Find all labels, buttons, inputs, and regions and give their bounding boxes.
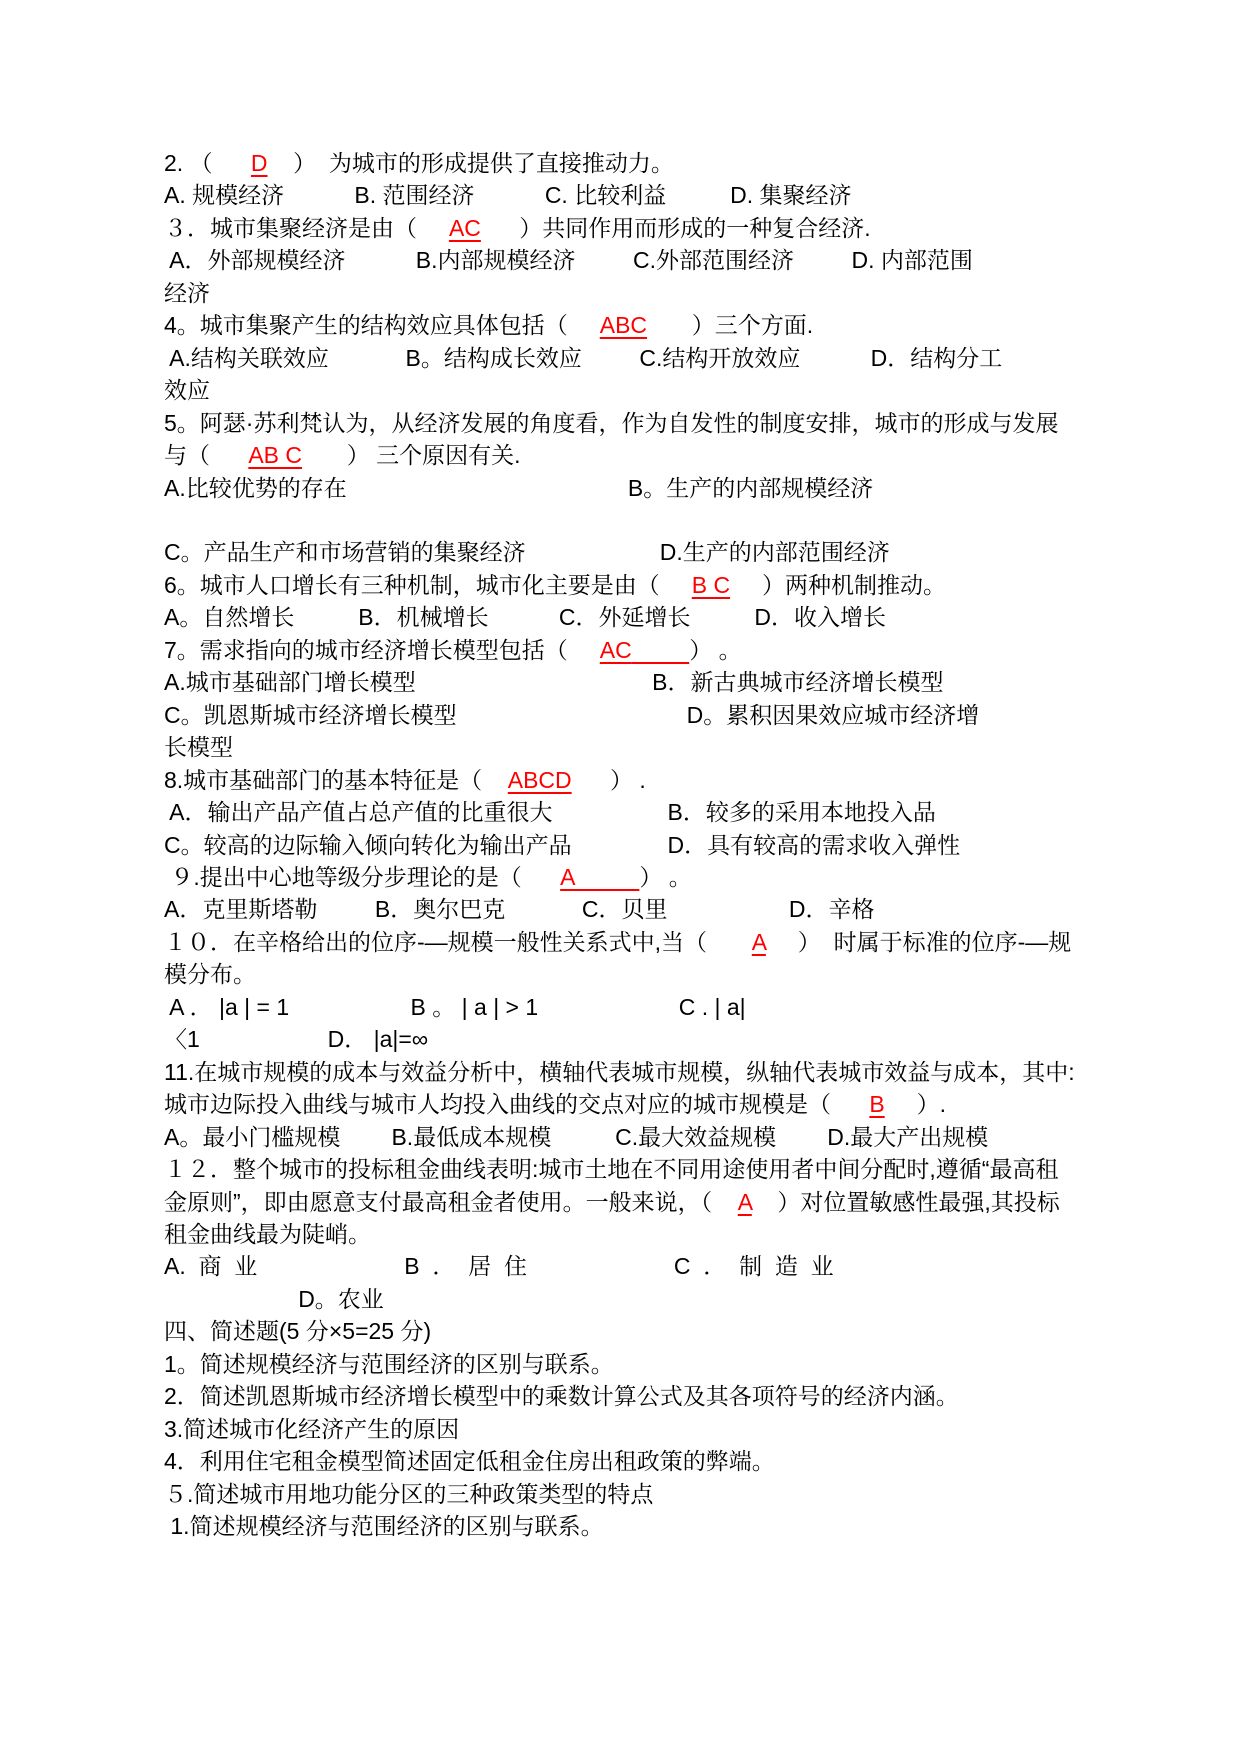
question-text: 6。城市人口增长有三种机制，城市化主要是由（ <box>164 571 692 598</box>
answer-underline <box>632 637 690 663</box>
s4-item-3 <box>164 1413 1114 1445</box>
s4-item-2 <box>164 1380 1114 1412</box>
answer-text: B C <box>691 571 731 598</box>
question-text: 2. （ <box>164 150 251 176</box>
question-text: 模分布。 <box>164 961 256 988</box>
q5-stem <box>164 407 1114 439</box>
question-text: ）两种机制推动。 <box>730 571 947 598</box>
q5-stem-cont <box>164 439 1114 471</box>
q3-stem <box>164 212 1114 244</box>
question-text: C。较高的边际输入倾向转化为输出产品 D．具有较高的需求收入弹性 <box>164 831 961 858</box>
question-text: ） 。 <box>689 636 742 663</box>
q11-stem-cont <box>164 1088 1114 1120</box>
answer-text: D <box>250 150 268 176</box>
q8-options-ab <box>164 796 1114 828</box>
q7-stem <box>164 634 1114 666</box>
q8-options-cd <box>164 829 1114 861</box>
question-text: 城市边际投入曲线与城市人均投入曲线的交点对应的城市规模是（ <box>164 1091 870 1118</box>
question-text: 1。简述规模经济与范围经济的区别与联系。 <box>164 1350 614 1377</box>
q2-stem <box>164 147 1114 179</box>
question-text: 四、简述题(5 分×5=25 分) <box>164 1318 432 1345</box>
question-text: A。最小门槛规模 B.最低成本规模 C.最大效益规模 D.最大产出规模 <box>164 1123 989 1150</box>
q7-options-cont <box>164 731 1114 763</box>
question-text: ） 。 <box>639 863 692 890</box>
question-text: ） 三个原因有关. <box>302 442 521 469</box>
s4-item-1 <box>164 1348 1114 1380</box>
s4-item-5 <box>164 1478 1114 1510</box>
q9-options <box>164 893 1114 925</box>
question-text: ）三个方面. <box>647 312 814 339</box>
question-text: 1.简述规模经济与范围经济的区别与联系。 <box>164 1513 604 1540</box>
question-text: 效应 <box>164 377 210 404</box>
question-text: C。凯恩斯城市经济增长模型 D。累积因果效应城市经济增 <box>164 701 980 728</box>
question-text: 11.在城市规模的成本与效益分析中，横轴代表城市规模，纵轴代表城市效益与成本，其中: <box>164 1058 1075 1085</box>
answer-text: A <box>737 1188 752 1215</box>
question-text: ９.提出中心地等级分步理论的是（ <box>164 863 561 890</box>
q5-options-cd <box>164 536 1114 568</box>
question-text: １０．在辛格给出的位序-—规模一般性关系式中,当（ <box>164 928 752 955</box>
question-text: A.城市基础部门增长模型 B．新古典城市经济增长模型 <box>164 669 944 696</box>
question-text: 4。城市集聚产生的结构效应具体包括（ <box>164 312 600 339</box>
question-text: D。农业 <box>164 1285 384 1312</box>
q7-options-ab <box>164 666 1114 698</box>
answer-text: AC <box>448 214 481 241</box>
question-text: ） 时属于标准的位序-—规 <box>765 928 1072 955</box>
q7-options-cd <box>164 699 1114 731</box>
question-text: A．克里斯塔勒 B．奥尔巴克 C．贝里 D．辛格 <box>164 896 875 923</box>
question-text: A.结构关联效应 B。结构成长效应 C.结构开放效应 D．结构分工 <box>164 344 1003 371</box>
s4-item-1-repeat <box>164 1510 1114 1542</box>
q12-stem-cont <box>164 1186 1114 1218</box>
blank-line <box>164 504 1114 536</box>
q4-options-cont <box>164 374 1114 406</box>
exam-text-body <box>164 147 1114 1542</box>
question-text: A ． |a | = 1 B 。 | a | > 1 C . | a| <box>164 993 746 1020</box>
question-text: 8.城市基础部门的基本特征是（ <box>164 766 508 793</box>
question-text: 7。需求指向的城市经济增长模型包括（ <box>164 636 600 663</box>
question-text: 3.简述城市化经济产生的原因 <box>164 1415 460 1442</box>
question-text: ）共同作用而形成的一种复合经济. <box>480 214 871 241</box>
q10-stem-cont <box>164 958 1114 990</box>
question-text: 与（ <box>164 442 249 469</box>
question-text: A．外部规模经济 B.内部规模经济 C.外部范围经济 D. 内部范围 <box>164 247 973 274</box>
question-text: 租金曲线最为陡峭。 <box>164 1220 371 1247</box>
answer-text: ABCD <box>507 766 572 793</box>
question-text: A. 规模经济 B. 范围经济 C. 比较利益 D. 集聚经济 <box>164 182 852 209</box>
question-text: 长模型 <box>164 734 233 761</box>
question-text: ）对位置敏感性最强,其投标 <box>751 1188 1060 1215</box>
q11-stem <box>164 1056 1114 1088</box>
answer-text: AC <box>599 636 632 663</box>
question-text: 〈1 D． |a|=∞ <box>164 1026 429 1053</box>
q10-stem <box>164 926 1114 958</box>
question-text: ５.简述城市用地功能分区的三种政策类型的特点 <box>164 1480 654 1507</box>
q2-options <box>164 179 1114 211</box>
question-text: A。自然增长 B．机械增长 C．外延增长 D．收入增长 <box>164 604 886 631</box>
question-text: ）. <box>884 1091 947 1118</box>
q12-stem-cont2 <box>164 1218 1114 1250</box>
q12-options-abc <box>164 1250 1114 1282</box>
question-text: A.比较优势的存在 B。生产的内部规模经济 <box>164 474 874 501</box>
q12-stem <box>164 1153 1114 1185</box>
s4-item-4 <box>164 1445 1114 1477</box>
question-text: A．输出产品产值占总产值的比重很大 B．较多的采用本地投入品 <box>164 799 936 826</box>
q4-stem <box>164 309 1114 341</box>
answer-text: A <box>751 928 766 955</box>
q3-options-cont <box>164 277 1114 309</box>
answer-text: A <box>560 863 576 890</box>
answer-text: B <box>869 1091 885 1118</box>
q12-option-d <box>164 1283 1114 1315</box>
answer-text: AB C <box>248 442 303 469</box>
q11-options <box>164 1121 1114 1153</box>
question-text: 2．简述凯恩斯城市经济增长模型中的乘数计算公式及其各项符号的经济内涵。 <box>164 1383 959 1410</box>
answer-text: ABC <box>599 312 648 339</box>
question-text: ３．城市集聚经济是由（ <box>164 214 449 241</box>
q6-options <box>164 601 1114 633</box>
q5-options-ab <box>164 472 1114 504</box>
question-text: 经济 <box>164 279 210 306</box>
question-text: 4．利用住宅租金模型简述固定低租金住房出租政策的弊端。 <box>164 1448 775 1475</box>
question-text: C。产品生产和市场营销的集聚经济 D.生产的内部范围经济 <box>164 539 890 566</box>
section-4-header <box>164 1315 1114 1347</box>
q6-stem <box>164 569 1114 601</box>
q10-options-cd <box>164 1023 1114 1055</box>
question-text: ） 为城市的形成提供了直接推动力。 <box>267 150 674 176</box>
question-text: 金原则”，即由愿意支付最高租金者使用。一般来说，（ <box>164 1188 738 1215</box>
question-text: ） . <box>571 766 646 793</box>
question-text: １２．整个城市的投标租金曲线表明:城市土地在不同用途使用者中间分配时,遵循“最高租 <box>164 1156 1059 1183</box>
question-text: 5。阿瑟·苏利梵认为，从经济发展的角度看，作为自发性的制度安排，城市的形成与发展 <box>164 409 1059 436</box>
q8-stem <box>164 764 1114 796</box>
answer-underline <box>575 864 639 890</box>
q10-options-abc <box>164 991 1114 1023</box>
q9-stem <box>164 861 1114 893</box>
q3-options <box>164 244 1114 276</box>
q4-options <box>164 342 1114 374</box>
question-text: A. 商 业 B ． 居 住 C ． 制 造 业 <box>164 1253 834 1280</box>
